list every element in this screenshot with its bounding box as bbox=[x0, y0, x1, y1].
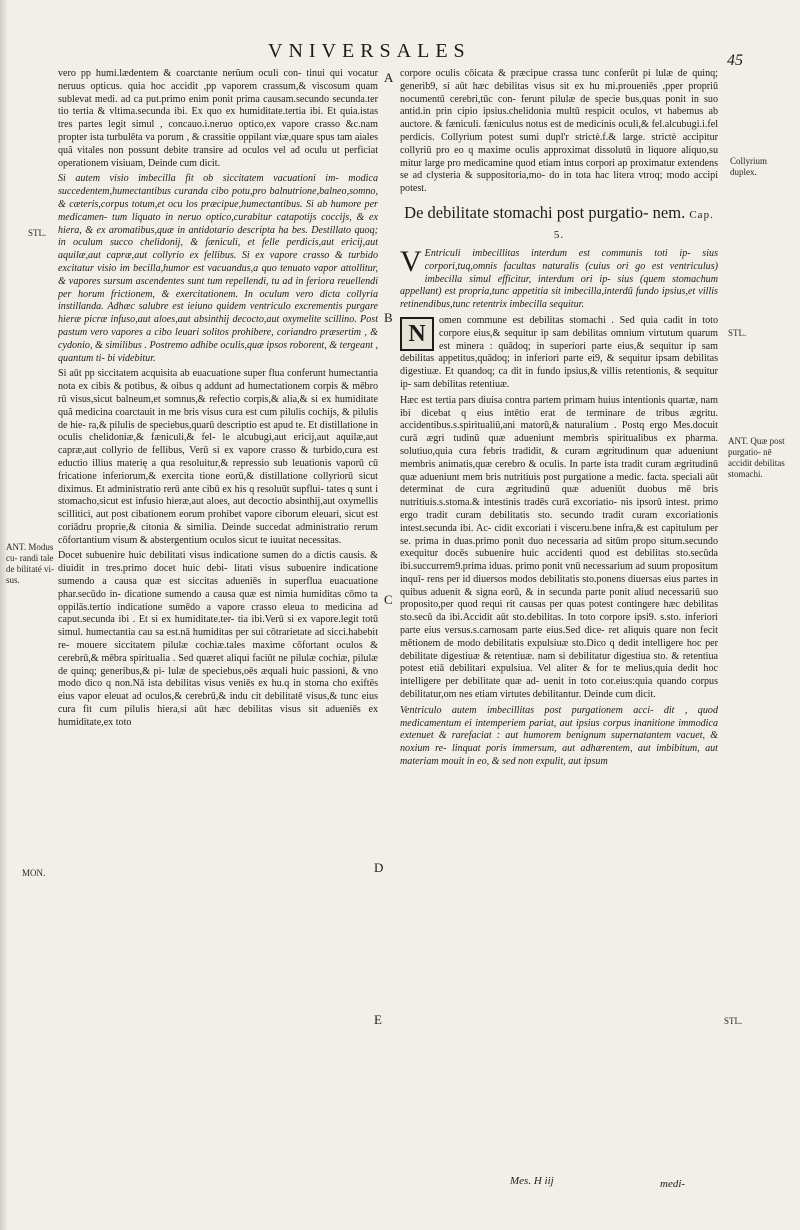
signature-mark: Mes. H iij bbox=[510, 1175, 554, 1187]
margin-note: ANT. Quæ post purgatio- nē accidit debilitas stomachi. bbox=[728, 436, 785, 479]
section-letter: D bbox=[374, 860, 384, 875]
text-paragraph-italic: Ventriculo autem imbecillitas post purgationem acci- dit , quod medicamentum ei intemperiem pariat, aut ipsius corpus inanitione immodica extenuet & rarefaciat : aut humorem benignum supernatantem vacuet, & noxium re- linquat poris immersum, aut adhærentem, aut imbibitum, aut materiam mouit in eo, & sed non expulit, aut ipsum bbox=[400, 704, 718, 768]
section-letter: A bbox=[384, 70, 394, 85]
page-gutter-shadow bbox=[0, 0, 8, 1230]
commentary-paragraph: vero pp humi.lædentem & coarctante nerũum oculi con- tinui qui vocatur neruus opticus. quia hoc accidit ,pp vaporem crassum,& viscosum quam sublevat medi. ad ca put.primo enim ponit prima causam.secundo secunda.ter tio tertia & vltima.secunda ibi. Ex quo ex humiditate.tertia ibi. Et quia.istas tres partes legit simul , concauo.i.neruo optico,ex vapore crasso &c.nam propter ista turbulēta va porum , & crassitie oppilant viæ,quare spus tam aiales quã vitales non possunt debite transire ad oculos vel ad oculu ut perficiat operationem visiuam, Deinde cum dicit. bbox=[58, 68, 378, 169]
commentary-paragraph bbox=[400, 315, 718, 392]
commentary-paragraph: corpore oculis cōicata & præcipue crassa tunc conferūt pi lulæ de quinq; generib9, si aūt hæc debilitas visus sit ex hu mi.proueniēs ,pper propriū nocumentū cerebri,tūc con- ferunt pilulæ de specie bus,quas ponit in suo antid.in prin cipio ipsius.chelidonia multū respicit oculos, vt habemus ab auctore. & fæniculi. fæniculus notus est de medicinis oculi,& fel.alcubugi.i.fel perdicis. Collyrium potest sumi dupl'r strictè.f.& large. strictè accipitur collyriū pro eo q maxime oculis approximat dissolutū in liquore aliquo,su mitur large pro medicamine quod etiam intus corpori ap proximatur extendens se ad clysteria & suppositoria,mo- do in tota hac litera vtroq; modo accipi potest. bbox=[400, 68, 718, 195]
chapter-title: De debilitate stomachi post purgatio- nem. bbox=[404, 202, 686, 222]
section-letter: E bbox=[374, 1012, 382, 1027]
text-paragraph-italic bbox=[400, 244, 718, 312]
commentary-paragraph: Docet subuenire huic debilitati visus indicatione sumen do a dictis causis. & diuidit in tres.primo docet huic debi- litati visus subuenire indicatione sumendo a causa quæ est siccitas adueniēs in superflua euacuatione phar.secūdo in- dicatione sumendo a causa quæ est nimia humiditas cōmo ta oppilās.tertio indicatione sumēdo a vapore crasso eleua to medicina ad caput.secunda ibi . Et si ex humiditate.ter- tia ibi.Verū si ex vapore.legit totū simul. humectantia cau sa est.nā humiditas per sui cōtrarietate ad sicci.habebit re- mouere siccitatem pilulæ cochiæ.tales maxime cōfortant oculos & cerebrū,& mēbra spiritualia . Sed quæret aliqui faciūt ne pilulæ cochiæ, pilulæ de quinq; generibus,& pi- lulæ de speciebus,oēs æquali huic passioni, & vno modo dico q non.Nā ista debilitas visus veniēs ex hu.q in stoma cho exiftēs eius vapor eleuat ad oculos,& cerebrū,& indu cit debilitatē visus,& tunc eius cura fit cum pilulis hiera,si aūt hæc debilitas visus sit adueniēs ex humiditate,ex toto bbox=[58, 550, 378, 728]
chapter-number: Cap. 5. bbox=[553, 208, 714, 241]
margin-note: Collyrium duplex. bbox=[730, 156, 768, 177]
running-head: VNIVERSALES bbox=[268, 40, 471, 62]
left-column bbox=[58, 68, 378, 1168]
margin-note: MON. bbox=[22, 868, 46, 878]
margin-note: STL. bbox=[28, 228, 47, 238]
italic-initial-letter: V bbox=[400, 244, 422, 278]
commentary-paragraph: Hæc est tertia pars diuisa contra partem primam huius intentionis quartæ, nam ibi dicebat q eius intētio erat de terminare de tribus ægritu. accidentibus.s.spiritualiū,ani matorū,& naturalium . Postq ergo Mes.docuit curā ægri tudinū quæ adueniunt membris spiritualibus ex pharma. solutiuo,quia cura febris tradidit, & curam ægritudinum quæ adueniunt membris animatis,quæ cerebro & oculis. In parte ista tradit curam ægritudinū quæ adueniunt mem bris nutritiuis post purgatione a medic. facta. speciali aūt determinat de cura ægritudinū quæ adueniūt duobus mē bris nutritiuis.s.stoma.& intestinis tradēs curā excoriatio- nis ipsorū intest. primo ergo tradit curam debilitatis sto. secundo tradit curam excoriationis intest.secunda ibi. Ac- cidit excoriati i visceru.bene infra,& est capitulum per se. prima in duas.primo ponit duo necessaria ad sitūm propo situm.secundo exequitur docēs subuenire huic accidenti quod est debilitas sto.secūda ibi.succurrem9.prima iduas. primo ponit vnū necessarium ad suum propositum inquī- rens per id diuersos modos debilitatis sto.ponens diuersas eius partes in quibus aduenit & signa eorū, & in secunda parte ponit aliud necessariū suo proposito,per quod requi rit causas per quas potest contingere hæc debilitas sto.secū da ibi.Accidit aūt sto.debilitas. In toto corpore ipsi9. s.sto. inferiori parte eius versus.s.carnosam parte eius.Sed dice- ret aliquis quare non fecit mētionem de modo debilitatis expulsiuæ sto.Dico q dedit intelligere hoc per debilitate digestiuæ & retentiuæ. nam si debilitatur digestiua sto. & retentiua potest etiā debilitari expulsiua. Vel aliter & for te melius,quia dedit hoc intelligere per debilitate quæ ad- uenit in toto cor.eius:quia quando corpus debilitatur,om nes etiam virtutes debilitantur. Deinde cum dicit. bbox=[400, 394, 718, 701]
section-letter: B bbox=[384, 310, 393, 325]
chapter-heading bbox=[400, 204, 718, 244]
italic-text: Entriculi imbecillitas interdum est communis toti ip- sius corpori,tuq,omnis facultas naturalis (cuius ori go est ventriculus) imbecilla simul efficitur, interdum ori ip- sius (quem stomachum appellant) est propria,tunc appetitia sit imbecilla,interdū fundo ipsius,et villis retinendibus,tunc retentrix imbecilla sequitur. bbox=[400, 247, 718, 311]
margin-note: ANT. Modus cu- randi tale de bilitaté vi- sus. bbox=[6, 542, 54, 585]
text-paragraph-italic: Si autem visio imbecilla fit ob siccitatem vacuationi im- modica succedentem,humectantibus curanda cibo potu,pro balnutrione,balneo,somno, & cæteris,corpus totum,et ocu los præcipue,humectantibus. Si ab humore per medicamen- tum liquato in neruo optico,curabitur catapotijs coccijs, & ex hiera, & ex aromatibus,quæ in antidotario descripta ha bes. Destillato quoq; in oculum succo chelidonij, & fæniculi, et felle perdicis,aut ericij,aut aquilæ,aut capræ,aut collyrio ex fellibus. Si ex vapore crasso & turbido excitatur visio im becilla,humor est vacuandus,a quo tenuato vapor attollitur, & vapores sursum ascendentes sunt tum repellendi, tu ad in feriora reuellendi per horum frictionem, & exercitationem. In oculum vero dicta collyria instillanda. Adhæc salubre est ieiuno quidem ventriculo excrementis purgare hieræ picræ infuso,aut aloes,aut absinthij decocto,aut oxymelite scillino. Post pastum vero vapores a cibo leuari solitos prohibere, coriandro præsertim , & cydonio, & similibus . Postremo adhibe oculis,quæ ipsos roborent, & tergeant , quantum ti- bi videbitur. bbox=[58, 173, 378, 364]
decorated-initial: N bbox=[400, 317, 434, 351]
section-letter: C bbox=[384, 592, 393, 607]
margin-note: STL. bbox=[724, 1016, 743, 1026]
catchword: medi- bbox=[660, 1178, 686, 1190]
right-column bbox=[400, 68, 718, 1178]
folio-number: 45 bbox=[727, 52, 743, 69]
commentary-text: omen commune est debilitas stomachi . Sed quia cadit in toto corpore eius,& sequitur ip sam debilitas omnium virtutum quarum est minera : quādoq; in superiori parte eius,& sequitur ip sam debilitas appetitus,quādoq; in inferiori parte ei9, & sequitur ipsam debilitas digestiuæ. Et quandoq; ca dit in fundo ipsius,& villis retentionis, & sequitur ip- sam debilitas retentiuæ. bbox=[400, 314, 718, 390]
margin-note: STL. bbox=[728, 328, 747, 338]
commentary-paragraph: Si aūt pp siccitatem acquisita ab euacuatione super flua conferunt humectantia nota ex cibis & potibus, & oibus q addunt ad humectationem corpis & mēbro rū visus,sicut balneum,et somnus,& refectio corpis,& alia,& si ex humiditate quã medicina coarctauit in me bris visus cura est cum pilulis cochijs, & pilulis de hie- ra,& pilulis de speciebus,quarū descriptio est apud te. Et distillatione in oculis chelidoniæ,& fæniculi,& fel- le alcubugi,aut ericij,aut aquilæ,aut capræ,aut collyrio de fellibus, Verū si ex vapore crasso & turbido,cura est eductio illius materię a qua resoluitur,& repressio sub leuationis vaporū cū fricatione inferiorum,& exercita tione eorū,& distillatione collyriorū sicut diximus. Et administratio rerū ante cibū ex his q resoluūt supflui- tates q sunt i stomacho,sicut est infusio hieræ,aut aloes, aut decoctio absinthij,aut oxymellis scillitici, aut post cibationem eorum prohibet vapore ciborum eleuari, sicut est coriādru proprie,& citonia & similia. Deinde succedat administratio rerum cōfortantium visum & abstergentium oculos sicut te iuuitat necessitas. bbox=[58, 368, 378, 546]
